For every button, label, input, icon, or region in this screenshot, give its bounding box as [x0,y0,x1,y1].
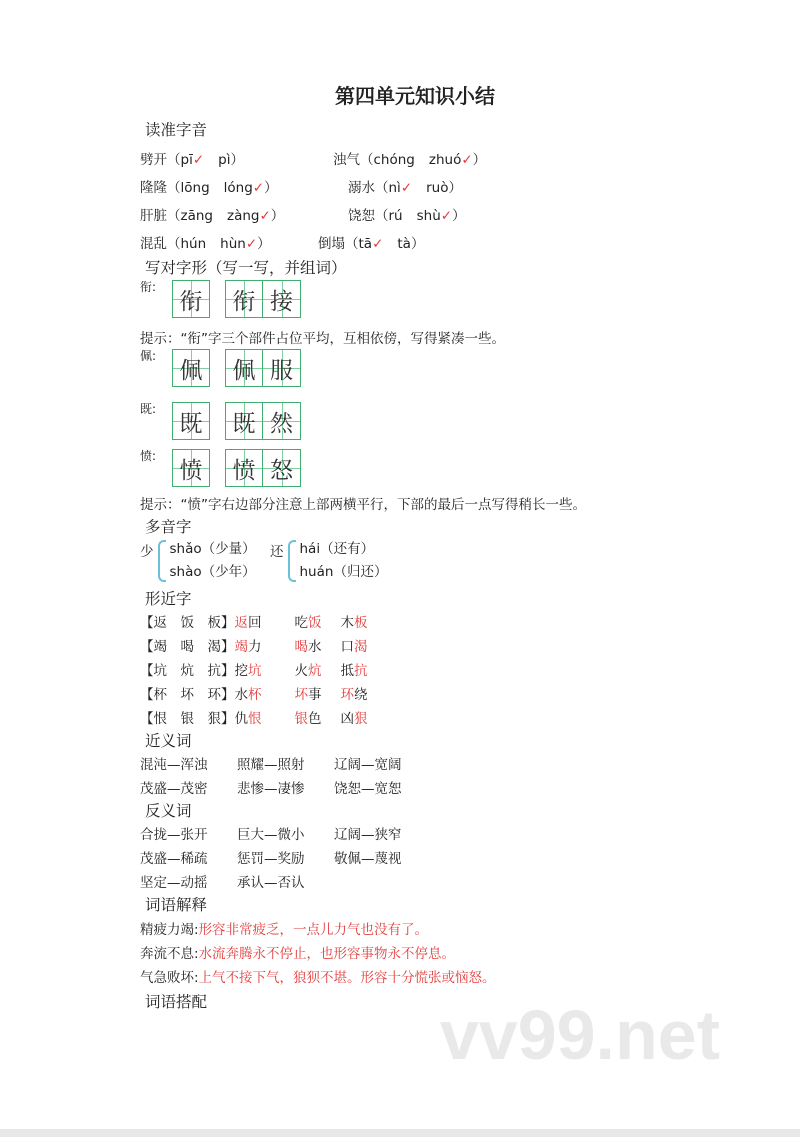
pinyin-item [140,148,244,168]
tianzige-cell [263,349,301,387]
word-part: 水 [234,687,248,703]
definition-row [140,942,455,962]
pinyin-option: tā [358,236,373,252]
word-pair: 合拢—张开 [140,827,208,843]
word-pair: 承认—否认 [237,875,305,891]
grid-char: 然 [270,410,293,437]
grid-char: 既 [179,410,203,437]
pinyin-word: 劈开 [140,152,167,168]
definition-term: 奔流不息: [140,946,199,962]
section-heading-writing: 写对字形（写一写，并组词） [145,259,347,277]
brace-icon [158,540,166,582]
paren: （ [345,236,359,252]
highlighted-char: 杯 [248,687,262,703]
check-mark-icon: ✓ [400,180,413,196]
grid-char: 佩 [179,357,203,384]
pinyin-option: zhuó [428,152,462,168]
synonyms-row [140,753,431,773]
paren: ） [472,152,487,168]
example-word [295,707,341,727]
highlighted-char: 返 [234,615,248,631]
pinyin-option: nì [388,180,401,196]
paren: （ [167,208,181,224]
word-pair: 饶恕—宽恕 [334,781,402,797]
char-group: 【杯 坏 环】 [140,687,235,703]
word-part: 色 [308,711,322,727]
reading-list [170,538,256,584]
polyphone-char: 还 [270,544,284,560]
highlighted-char: 恨 [248,711,262,727]
pinyin-option: shù [416,208,441,224]
example-word [235,611,295,631]
char-group: 【坑 炕 抗】 [140,663,235,679]
pinyin-word: 饶恕 [348,208,375,224]
tianzige-cell [172,280,210,318]
word-part: 凶 [340,711,354,727]
paren: （ [167,152,181,168]
definition-term: 气急败坏: [140,970,199,986]
pinyin-option: hùn [220,236,246,252]
definition-term: 精疲力竭: [140,922,199,938]
pinyin-word: 溺水 [348,180,375,196]
pinyin-option: rú [388,208,403,224]
paren: ） [257,236,271,252]
tianzige-cell [225,280,263,318]
word-pair: 巨大—微小 [237,827,305,843]
paren: ） [270,208,285,224]
reading: shào（少年） [169,564,256,580]
pinyin-option: hún [180,236,207,252]
highlighted-char: 饭 [308,615,322,631]
check-mark-icon: ✓ [461,152,473,168]
word-pair: 照耀—照射 [237,757,305,773]
definition-text: 形容非常疲乏，一点儿力气也没有了。 [198,922,429,938]
example-word [341,635,387,655]
pinyin-item [140,176,278,196]
word-pair: 茂盛—茂密 [140,781,208,797]
paren: （ [375,208,389,224]
definition-row [140,918,428,938]
highlighted-char: 坑 [248,663,262,679]
word-pair: 辽阔—狭窄 [334,827,402,843]
paren: ） [452,208,466,224]
example-word [341,683,387,703]
example-word [235,635,295,655]
example-word [235,659,295,679]
word-pair: 辽阔—宽阔 [334,757,402,773]
word-pair: 混沌—浑浊 [140,757,208,773]
grid-char: 既 [232,410,256,437]
tianzige-single [172,349,210,387]
similar-char-row [140,659,387,679]
char-label: 愤: [140,449,157,463]
check-mark-icon: ✓ [192,152,205,168]
check-mark-icon: ✓ [245,236,258,252]
grid-char: 服 [270,357,293,384]
word-pair: 坚定—动摇 [140,875,208,891]
pinyin-option: zāng [180,208,213,224]
word-part: 挖 [234,663,248,679]
example-word [235,683,295,703]
paren: （ [167,236,181,252]
tianzige-single [172,402,210,440]
grid-char: 愤 [179,457,203,484]
example-word [295,611,341,631]
grid-char: 佩 [232,357,256,384]
tianzige-cell [172,449,210,487]
char-label: 衔: [140,280,157,294]
example-word [341,659,387,679]
example-word [341,611,387,631]
tianzige-cell [172,349,210,387]
grid-char: 怒 [270,457,293,484]
brace-icon [288,540,296,582]
pinyin-word: 隆隆 [140,180,167,196]
tianzige-cell [263,402,301,440]
section-heading-pronunciation: 读准字音 [145,121,208,139]
pinyin-item [348,176,462,196]
grid-char: 衔 [232,288,256,315]
pinyin-option: tà [397,236,411,252]
tianzige-word [225,280,301,318]
tianzige-cell [263,449,301,487]
highlighted-char: 抗 [354,663,368,679]
char-group: 【恨 银 狠】 [140,711,235,727]
char-label: 佩: [140,349,157,363]
word-pair: 敬佩—蔑视 [334,851,402,867]
grid-char: 接 [270,288,293,315]
highlighted-char: 板 [354,615,368,631]
similar-char-row [140,683,387,703]
reading: shǎo（少量） [169,541,256,557]
highlighted-char: 环 [340,687,354,703]
char-group: 【返 饭 板】 [140,615,235,631]
highlighted-char: 喝 [294,639,308,655]
definition-text: 上气不接下气，狼狈不堪。形容十分慌张或恼怒。 [198,970,496,986]
pinyin-option: lōng [180,180,210,196]
tianzige-word [225,349,301,387]
highlighted-char: 坏 [294,687,308,703]
antonyms-row [140,871,334,891]
paren: （ [375,180,389,196]
watermark: vv99.net [439,996,720,1074]
polyphone-item [140,540,256,584]
similar-char-row [140,707,387,727]
section-heading-similar-chars: 形近字 [145,590,192,608]
word-part: 口 [340,639,354,655]
example-word [295,635,341,655]
pinyin-option: pī [180,152,193,168]
tianzige-cell [225,402,263,440]
word-part: 抵 [340,663,354,679]
pinyin-option: lóng [223,180,253,196]
pinyin-word: 浊气 [333,152,360,168]
highlighted-char: 银 [294,711,308,727]
check-mark-icon: ✓ [252,180,265,196]
highlighted-char: 炕 [308,663,322,679]
pinyin-option: pì [218,152,231,168]
pinyin-word: 倒塌 [318,236,345,252]
polyphone-item [270,540,387,584]
tianzige-cell [225,449,263,487]
word-pair: 惩罚—奖励 [237,851,305,867]
pinyin-item [318,232,424,252]
char-group: 【竭 喝 渴】 [140,639,235,655]
section-heading-antonyms: 反义词 [145,802,192,820]
synonyms-row [140,777,431,797]
polyphone-char: 少 [140,544,154,560]
section-heading-collocations: 词语搭配 [145,993,208,1011]
check-mark-icon: ✓ [259,208,271,224]
pinyin-option: chóng [373,152,415,168]
pinyin-option: zàng [226,208,260,224]
word-part: 绕 [354,687,368,703]
reading: hái（还有） [299,541,375,557]
char-label: 既: [140,402,157,416]
tianzige-single [172,280,210,318]
word-part: 火 [294,663,308,679]
similar-char-row [140,635,387,655]
paren: ） [230,152,244,168]
word-part: 木 [340,615,354,631]
pinyin-word: 混乱 [140,236,167,252]
pinyin-option: ruò [426,180,449,196]
hint-text: 提示：“衔”字三个部件占位平均，互相依傍，写得紧凑一些。 [140,331,505,347]
pinyin-word: 肝脏 [140,208,167,224]
paren: （ [167,180,181,196]
definition-row [140,966,496,986]
antonyms-row [140,823,431,843]
pinyin-item [348,204,466,224]
check-mark-icon: ✓ [440,208,453,224]
word-part: 事 [308,687,322,703]
tianzige-single [172,449,210,487]
tianzige-cell [225,349,263,387]
tianzige-word [225,402,301,440]
pinyin-item [140,232,271,252]
similar-char-row [140,611,387,631]
highlighted-char: 狠 [354,711,368,727]
example-word [295,683,341,703]
example-word [295,659,341,679]
definition-text: 水流奔腾永不停止，也形容事物永不停息。 [198,946,456,962]
section-heading-definitions: 词语解释 [145,896,208,914]
tianzige-cell [172,402,210,440]
hint-text: 提示：“愤”字右边部分注意上部两横平行，下部的最后一点写得稍长一些。 [140,497,586,513]
word-pair: 茂盛—稀疏 [140,851,208,867]
word-part: 吃 [294,615,308,631]
bottom-bar [0,1129,800,1137]
example-word [235,707,295,727]
grid-char: 愤 [232,457,256,484]
word-pair: 悲惨—凄惨 [237,781,305,797]
page-title: 第四单元知识小结 [335,84,495,108]
paren: ） [410,236,425,252]
example-word [341,707,387,727]
antonyms-row [140,847,431,867]
section-heading-polyphones: 多音字 [145,518,192,536]
paren: （ [360,152,374,168]
highlighted-char: 渴 [354,639,368,655]
grid-char: 衔 [179,288,203,315]
pinyin-item [333,148,486,168]
word-part: 仇 [234,711,248,727]
reading-list [300,538,388,584]
section-heading-synonyms: 近义词 [145,732,192,750]
paren: ） [264,180,278,196]
tianzige-cell [263,280,301,318]
reading: huán（归还） [299,564,388,580]
check-mark-icon: ✓ [372,236,384,252]
tianzige-word [225,449,301,487]
word-part: 回 [248,615,262,631]
pinyin-item [140,204,284,224]
highlighted-char: 竭 [234,639,248,655]
paren: ） [448,180,462,196]
word-part: 力 [248,639,262,655]
word-part: 水 [308,639,322,655]
